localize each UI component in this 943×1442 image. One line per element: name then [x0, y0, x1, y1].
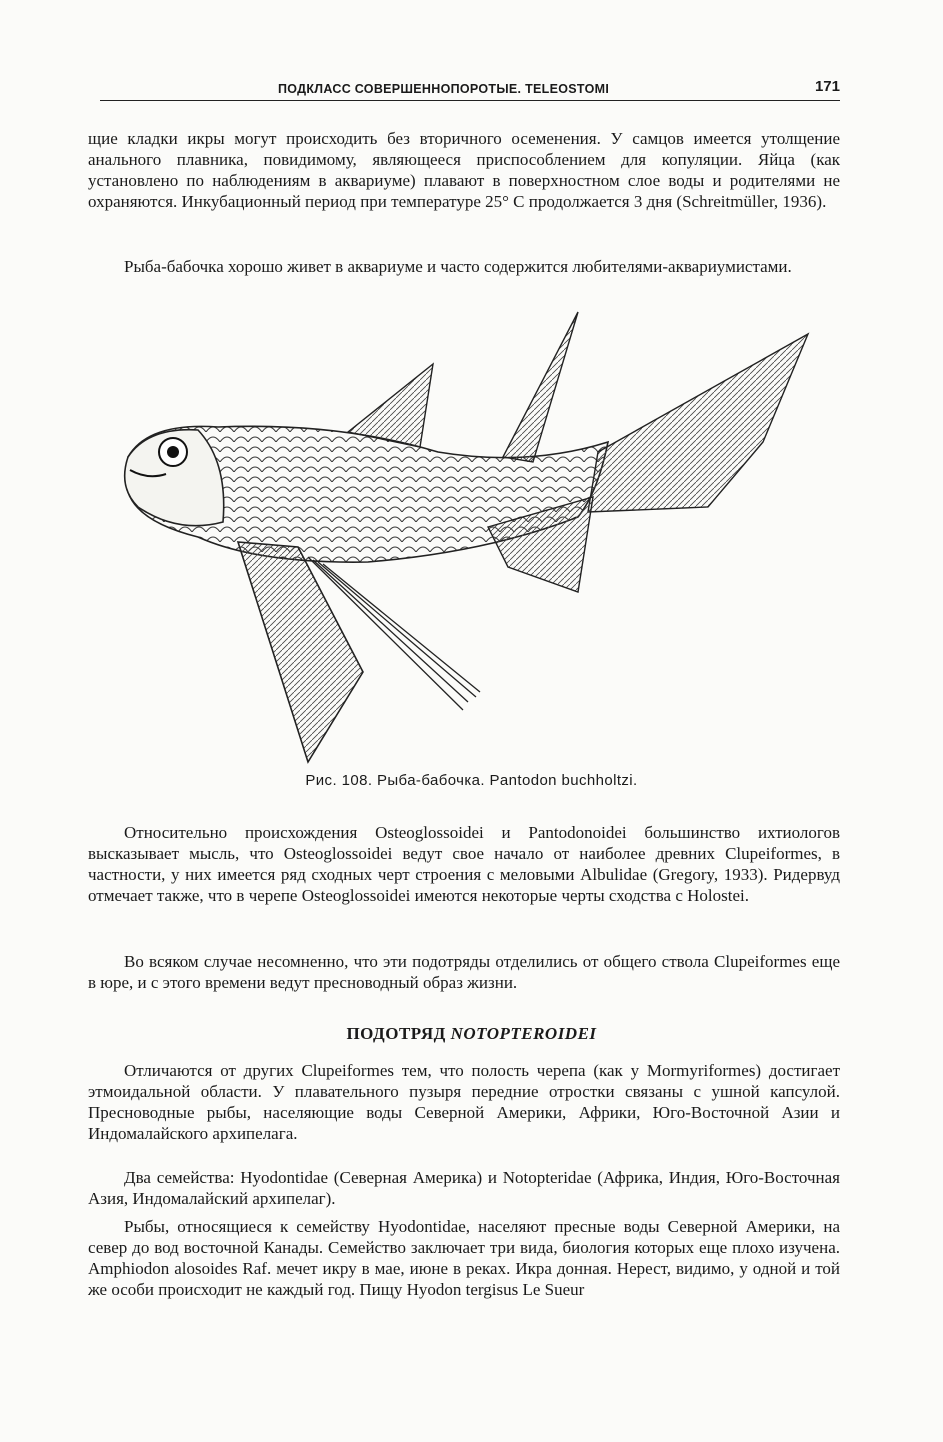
section-heading-latin: NOTOPTEROIDEI [450, 1024, 597, 1043]
page-number: 171 [814, 78, 840, 95]
pectoral-fin [238, 542, 363, 762]
paragraph-4: Во всяком случае несомненно, что эти подотряды отделились от общего ствола Clupeiformes еще в юре, и с этого времени ведут пресноводный образ жизни. [88, 952, 840, 992]
paragraph-6: Два семейства: Hyodontidae (Северная Америка) и Notopteridae (Африка, Индия, Юго-Восточная Азия, Индомалайский архипелаг). [88, 1168, 840, 1208]
figure-caption: Рис. 108. Рыба-бабочка. Pantodon buchholtzi. [305, 772, 638, 789]
paragraph-7: Рыбы, относящиеся к семейству Hyodontidae, населяют пресные воды Северной Америки, на север до вод восточной Канады. Семейство заключает три вида, биология которых еще плохо изучена. Amphiodon alosoides Raf. мечет икру в мае, июне в реках. Икра донная. Нерест, видимо, у одной и той же особи происходит не каждый год. Пищу Hyodon tergisus Le Sueur [88, 1217, 840, 1299]
section-heading [0, 1024, 943, 1044]
upper-fin [503, 312, 578, 462]
paragraph-2: Рыба-бабочка хорошо живет в аквариуме и часто содержится любителями-аквариумистами. [124, 257, 792, 276]
tail-fin [588, 334, 808, 512]
figure-fish-illustration [108, 302, 828, 772]
paragraph-1: щие кладки икры могут происходить без вторичного осеменения. У самцов имеется утолщение анального плавника, повидимому, являющееся приспособлением для копуляции. Яйца (как установлено по наблюдениям в аквариуме) плавают в поверхностном слое воды и родителями не охраняются. Инкубационный период при температуре 25° С продолжается 3 дня (Schreitmüller, 1936). [88, 129, 840, 211]
paragraph-3: Относительно происхождения Osteoglossoidei и Pantodonoidei большинство ихтиологов высказывает мысль, что Osteoglossoidei ведут свое начало от наиболее древних Clupeiformes, в частности, у них имеется ряд сходных черт строения с меловыми Albulidae (Gregory, 1933). Ридервуд отмечает также, что в черепе Osteoglossoidei имеются некоторые черты сходства с Holostei. [88, 823, 840, 905]
section-heading-prefix: ПОДОТРЯД [346, 1024, 446, 1043]
header-title: ПОДКЛАСС СОВЕРШЕННОПОРОТЫЕ. TELEOSTOMI [278, 82, 610, 96]
running-header [100, 78, 840, 101]
dorsal-fin [348, 364, 433, 447]
paragraph-5: Отличаются от других Clupeiformes тем, что полость черепа (как у Mormyriformes) достигает этмоидальной области. У плавательного пузыря передние отростки связаны с ушной капсулой. Пресноводные рыбы, населяющие воды Северной Америки, Африки, Юго-Восточной Азии и Индомалайского архипелага. [88, 1061, 840, 1143]
